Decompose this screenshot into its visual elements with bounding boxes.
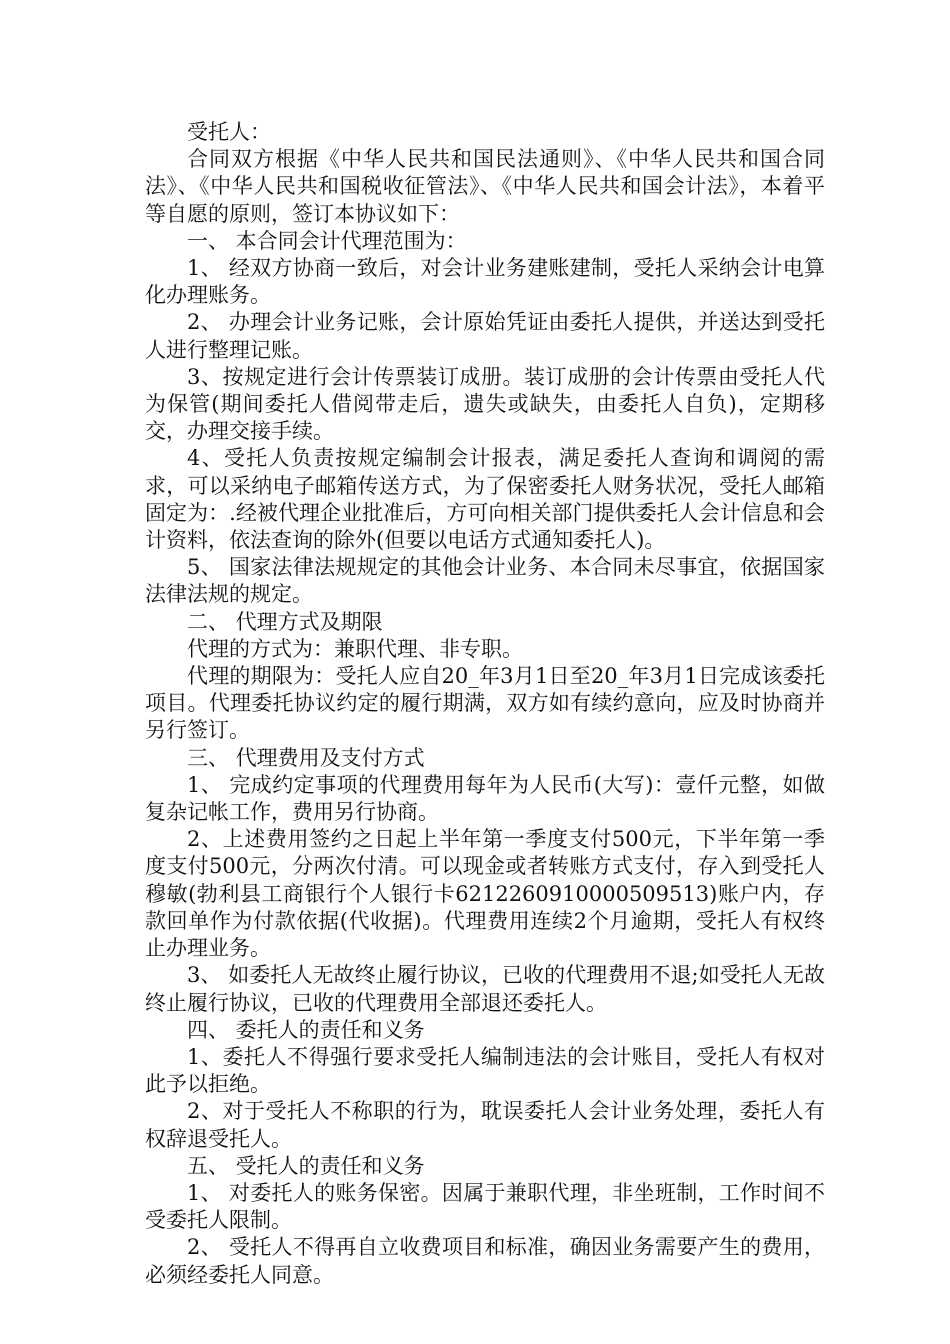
clause-1-1: 1、 经双方协商一致后，对会计业务建账建制，受托人采纳会计电算化办理账务。	[145, 256, 825, 308]
clause-5-1: 1、 对委托人的账务保密。因属于兼职代理，非坐班制，工作时间不受委托人限制。	[145, 1180, 825, 1233]
clause-1-4: 4、受托人负责按规定编制会计报表，满足委托人查询和调阅的需求，可以采纳电子邮箱传送方式，为了保密委托人财务状况，受托人邮箱固定为：.经被代理企业批准后，方可向相关部门提供委托人会计信息和会计资料，依法查询的除外(但要以电话方式通知委托人)。	[145, 446, 825, 553]
clause-4-2: 2、对于受托人不称职的行为，耽误委托人会计业务处理，委托人有权辞退受托人。	[145, 1099, 825, 1151]
party-label: 受托人：	[187, 120, 271, 144]
section-heading-3: 三、 代理费用及支付方式	[187, 745, 425, 770]
clause-3-2: 2、上述费用签约之日起上半年第一季度支付500元，下半年第一季度支付500元，分两次付清。可以现金或者转账方式支付，存入到受托人穆敏(勃利县工商银行个人银行卡6212260910000509513)账户内，存款回单作为付款依据(代收据)。代理费用连续2个月逾期，受托人有权终止办理业务。	[145, 827, 825, 961]
clause-1-2: 2、 办理会计业务记账，会计原始凭证由委托人提供，并送达到受托人进行整理记账。	[145, 310, 825, 362]
clause-1-5: 5、 国家法律法规规定的其他会计业务、本合同未尽事宜，依据国家法律法规的规定。	[145, 555, 825, 607]
preamble-paragraph: 合同双方根据《中华人民共和国民法通则》、《中华人民共和国合同法》、《中华人民共和国税收征管法》、《中华人民共和国会计法》，本着平等自愿的原则，签订本协议如下：	[145, 147, 825, 226]
section-heading-1: 一、 本合同会计代理范围为：	[187, 228, 467, 253]
clause-2-term: 代理的期限为：受托人应自20_年3月1日至20_年3月1日完成该委托项目。代理委托协议约定的履行期满，双方如有续约意向，应及时协商并另行签订。	[145, 664, 825, 743]
clause-2-method: 代理的方式为：兼职代理、非专职。	[187, 636, 523, 661]
document-body	[145, 119, 825, 1289]
clause-5-2: 2、 受托人不得再自立收费项目和标准，确因业务需要产生的费用，必须经委托人同意。	[145, 1235, 825, 1287]
clause-1-3: 3、按规定进行会计传票装订成册。装订成册的会计传票由受托人代为保管(期间委托人借阅带走后，遗失或缺失，由委托人自负)，定期移交，办理交接手续。	[145, 364, 825, 444]
section-heading-4: 四、 委托人的责任和义务	[187, 1017, 425, 1042]
clause-3-3: 3、 如委托人无故终止履行协议，已收的代理费用不退;如受托人无故终止履行协议，已收的代理费用全部退还委托人。	[145, 963, 825, 1015]
clause-4-1: 1、委托人不得强行要求受托人编制违法的会计账目，受托人有权对此予以拒绝。	[145, 1044, 825, 1097]
section-heading-5: 五、 受托人的责任和义务	[187, 1153, 425, 1178]
clause-3-1: 1、 完成约定事项的代理费用每年为人民币(大写)：壹仟元整，如做复杂记帐工作，费用另行协商。	[145, 772, 825, 825]
section-heading-2: 二、 代理方式及期限	[187, 609, 383, 634]
